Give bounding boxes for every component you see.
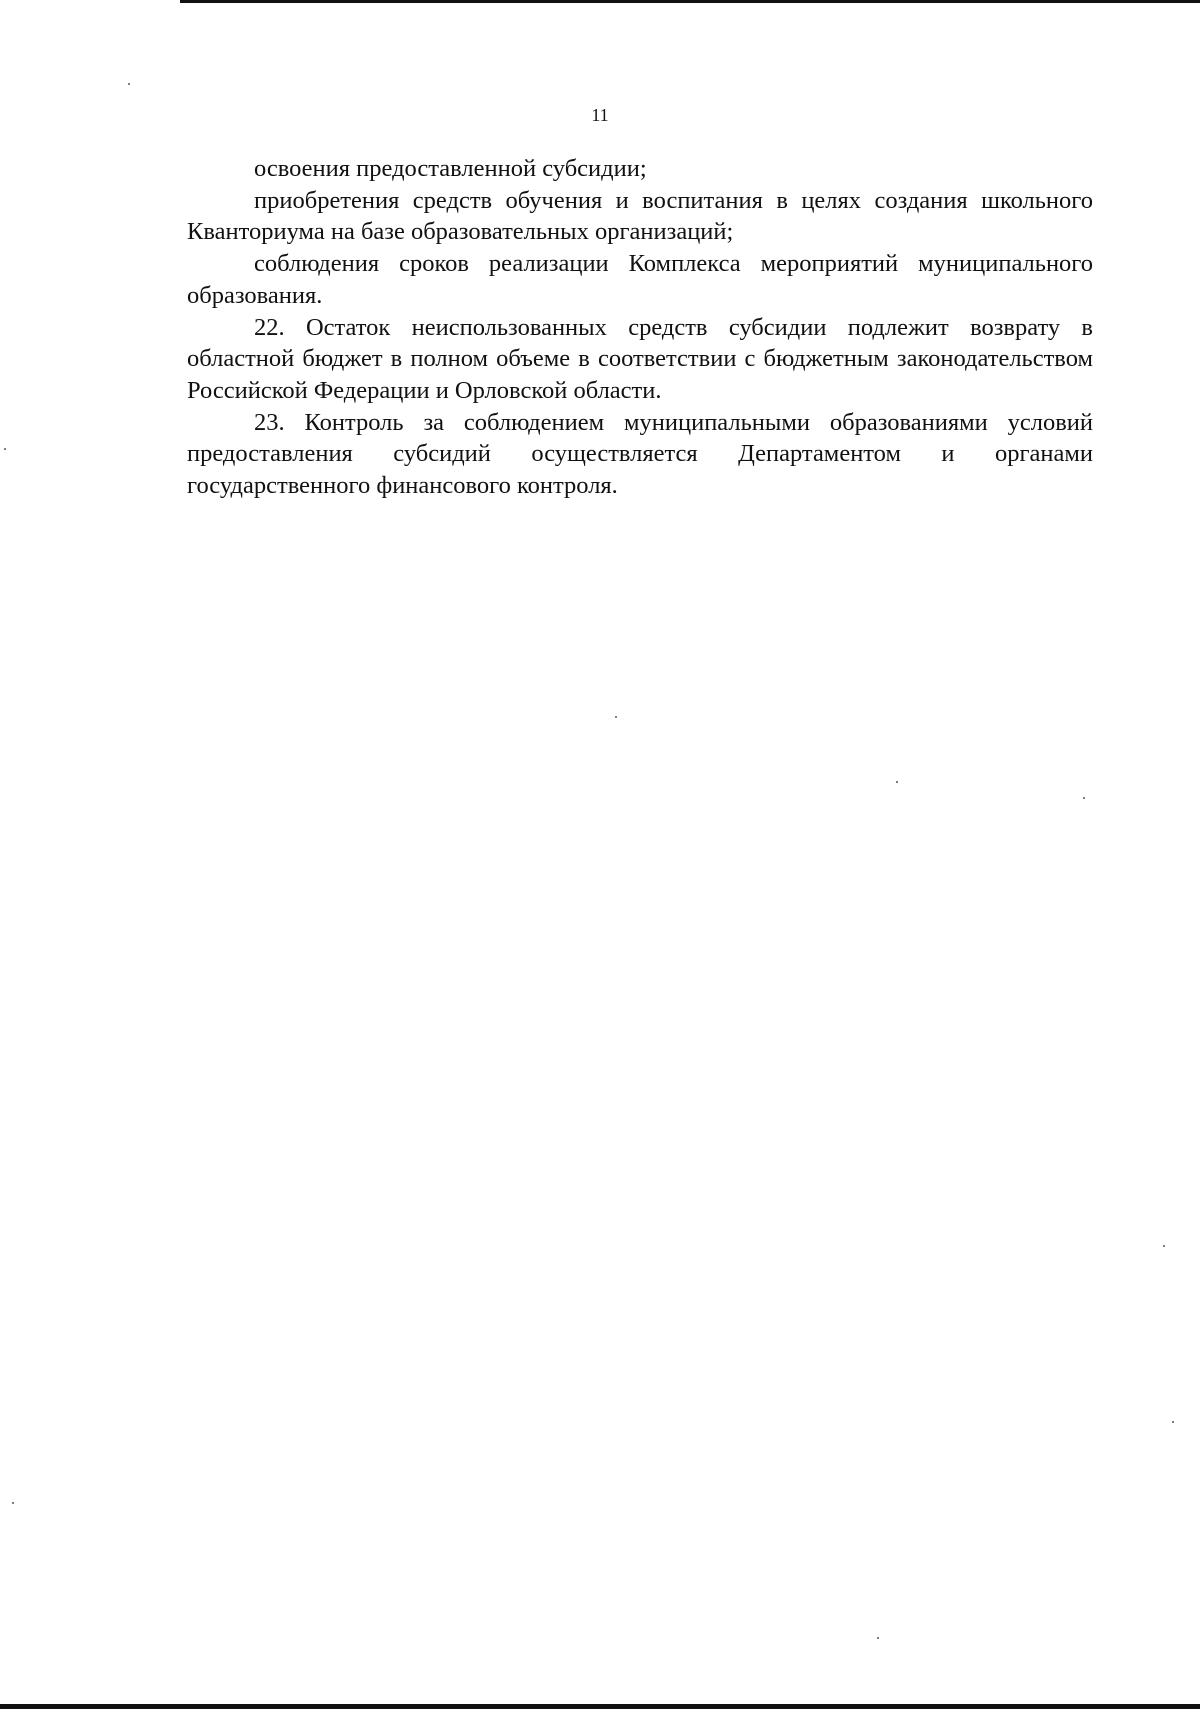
scan-speck xyxy=(615,716,617,718)
scan-speck xyxy=(128,83,130,85)
scan-speck xyxy=(12,1502,14,1504)
paragraph-1: освоения предоставленной субсидии; xyxy=(254,155,647,182)
paragraph-22: 22. Остаток неиспользованных средств субсидии подлежит возврату в областной бюджет в полном объеме в соответствии с бюджетным законодательством Российской Федерации и Орловской области. xyxy=(187,313,1093,404)
scan-speck xyxy=(4,448,6,450)
paragraph-23: 23. Контроль за соблюдением муниципальными образованиями условий предоставления субсидий осуществляется Департаментом и органами государственного финансового контроля. xyxy=(187,408,1093,500)
scan-edge-bottom xyxy=(0,1704,1200,1709)
scan-speck xyxy=(1172,1421,1174,1423)
scan-speck xyxy=(896,781,898,783)
scan-speck xyxy=(1083,797,1085,799)
document-body xyxy=(187,153,1093,502)
scan-edge-top xyxy=(180,0,1200,3)
page-number: 11 xyxy=(591,105,609,125)
paragraph-2: приобретения средств обучения и воспитания в целях создания школьного Кванториума на базе образовательных организаций; xyxy=(187,186,1093,246)
paragraph-3: соблюдения сроков реализации Комплекса мероприятий муниципального образования. xyxy=(187,250,1093,309)
scan-speck xyxy=(877,1637,879,1639)
scan-speck xyxy=(1163,1245,1165,1247)
